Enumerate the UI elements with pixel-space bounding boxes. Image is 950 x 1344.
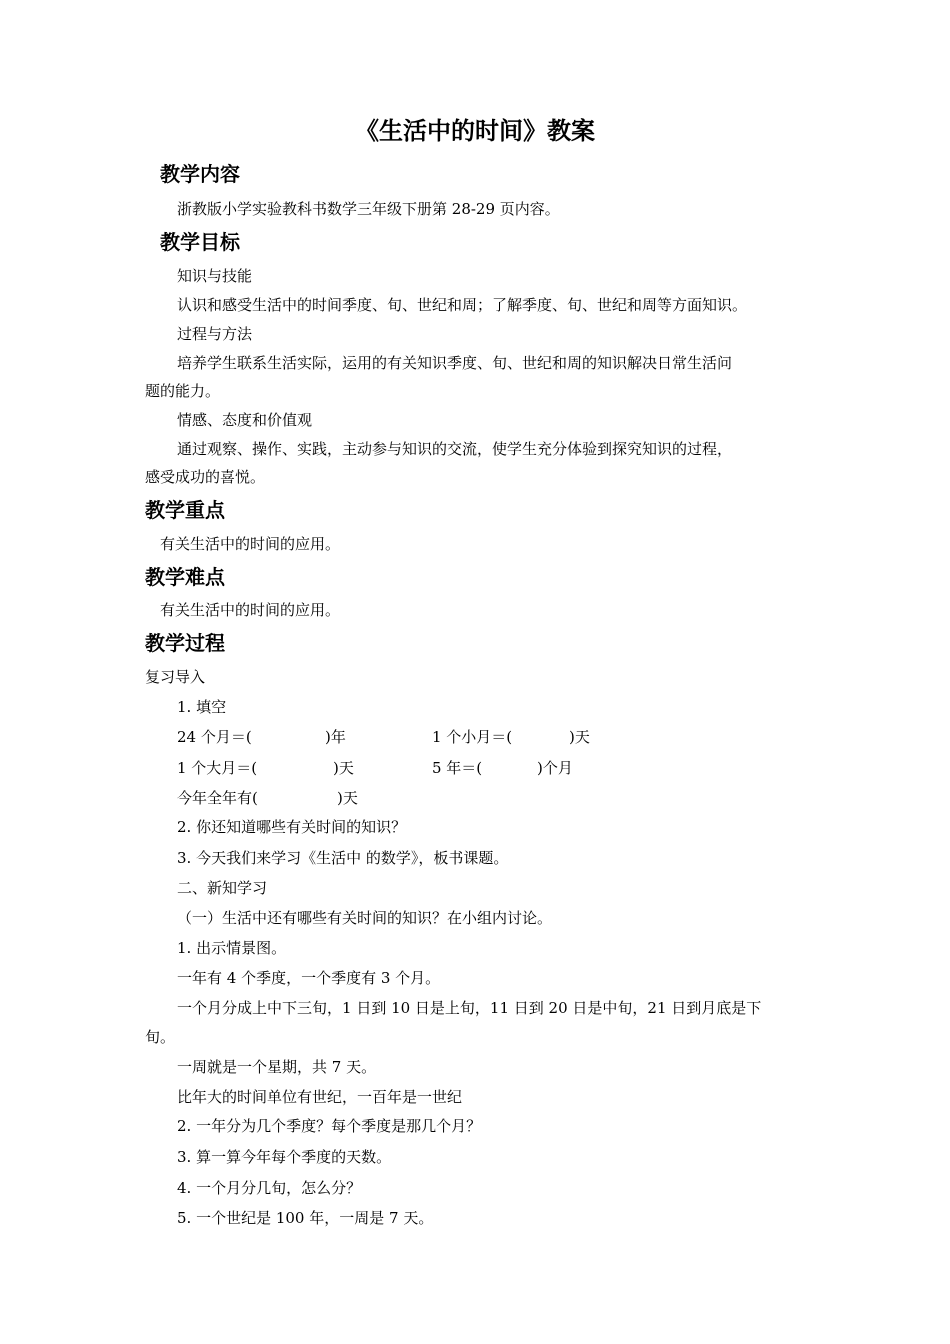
new-knowledge-section: 二、新知学习	[177, 879, 268, 897]
goals-subheading-process: 过程与方法	[177, 325, 253, 343]
goals-subheading-attitude: 情感、态度和价值观	[177, 411, 313, 429]
century-fact: 比年大的时间单位有世纪，一百年是一世纪	[177, 1088, 463, 1106]
blank-question-1-unit: )年	[325, 728, 346, 746]
blank-question-4: 5 年＝(	[432, 759, 483, 777]
blank-question-4-unit: )个月	[537, 759, 573, 777]
show-scene-picture: 1. 出示情景图。	[177, 939, 287, 957]
review-intro: 复习导入	[145, 668, 206, 686]
dekad-fact-line2: 旬。	[145, 1028, 176, 1046]
dekad-fact-line1: 一个月分成上中下三旬，1 日到 10 日是上旬，11 日到 20 日是中旬，21 日到月底是下	[177, 999, 762, 1017]
week-fact: 一周就是一个星期，共 7 天。	[177, 1058, 377, 1076]
blank-question-3: 1 个大月＝(	[177, 759, 258, 777]
heading-teaching-process: 教学过程	[145, 631, 225, 655]
heading-teaching-goals: 教学目标	[160, 230, 240, 254]
quarter-fact: 一年有 4 个季度，一个季度有 3 个月。	[177, 969, 441, 987]
goals-attitude-text-line1: 通过观察、操作、实践，主动参与知识的交流，使学生充分体验到探究知识的过程，	[177, 440, 733, 458]
heading-key-points: 教学重点	[145, 498, 225, 522]
goals-knowledge-text: 认识和感受生活中的时间季度、旬、世纪和周；了解季度、旬、世纪和周等方面知识。	[177, 296, 748, 314]
blank-question-2-unit: )天	[569, 728, 590, 746]
question-quarter-days: 3. 算一算今年每个季度的天数。	[177, 1148, 392, 1166]
blank-question-1: 24 个月＝(	[177, 728, 252, 746]
century-week-statement: 5. 一个世纪是 100 年，一周是 7 天。	[177, 1209, 434, 1227]
heading-difficult-points: 教学难点	[145, 565, 225, 589]
question-dekads: 4. 一个月分几旬，怎么分？	[177, 1179, 362, 1197]
blank-question-2: 1 个小月＝(	[432, 728, 513, 746]
heading-teaching-content: 教学内容	[160, 162, 240, 186]
difficult-points-text: 有关生活中的时间的应用。	[160, 601, 341, 619]
blank-question-3-unit: )天	[333, 759, 354, 777]
process-item-2: 2. 你还知道哪些有关时间的知识？	[177, 818, 407, 836]
goals-process-text-line1: 培养学生联系生活实际，运用的有关知识季度、旬、世纪和周的知识解决日常生活问	[177, 354, 733, 372]
subsection-one: （一）生活中还有哪些有关时间的知识？在小组内讨论。	[177, 909, 553, 927]
goals-process-text-line2: 题的能力。	[145, 382, 221, 400]
question-quarters: 2. 一年分为几个季度？每个季度是那几个月？	[177, 1117, 482, 1135]
blank-question-5-unit: )天	[337, 789, 358, 807]
process-item-3: 3. 今天我们来学习《生活中 的数学》，板书课题。	[177, 849, 509, 867]
goals-subheading-knowledge: 知识与技能	[177, 267, 253, 285]
fill-in-blank-title: 1. 填空	[177, 698, 227, 716]
document-title: 《生活中的时间》教案	[355, 117, 595, 145]
goals-attitude-text-line2: 感受成功的喜悦。	[145, 468, 266, 486]
key-points-text: 有关生活中的时间的应用。	[160, 535, 341, 553]
teaching-content-text: 浙教版小学实验教科书数学三年级下册第 28-29 页内容。	[177, 200, 560, 218]
blank-question-5: 今年全年有(	[177, 789, 258, 807]
